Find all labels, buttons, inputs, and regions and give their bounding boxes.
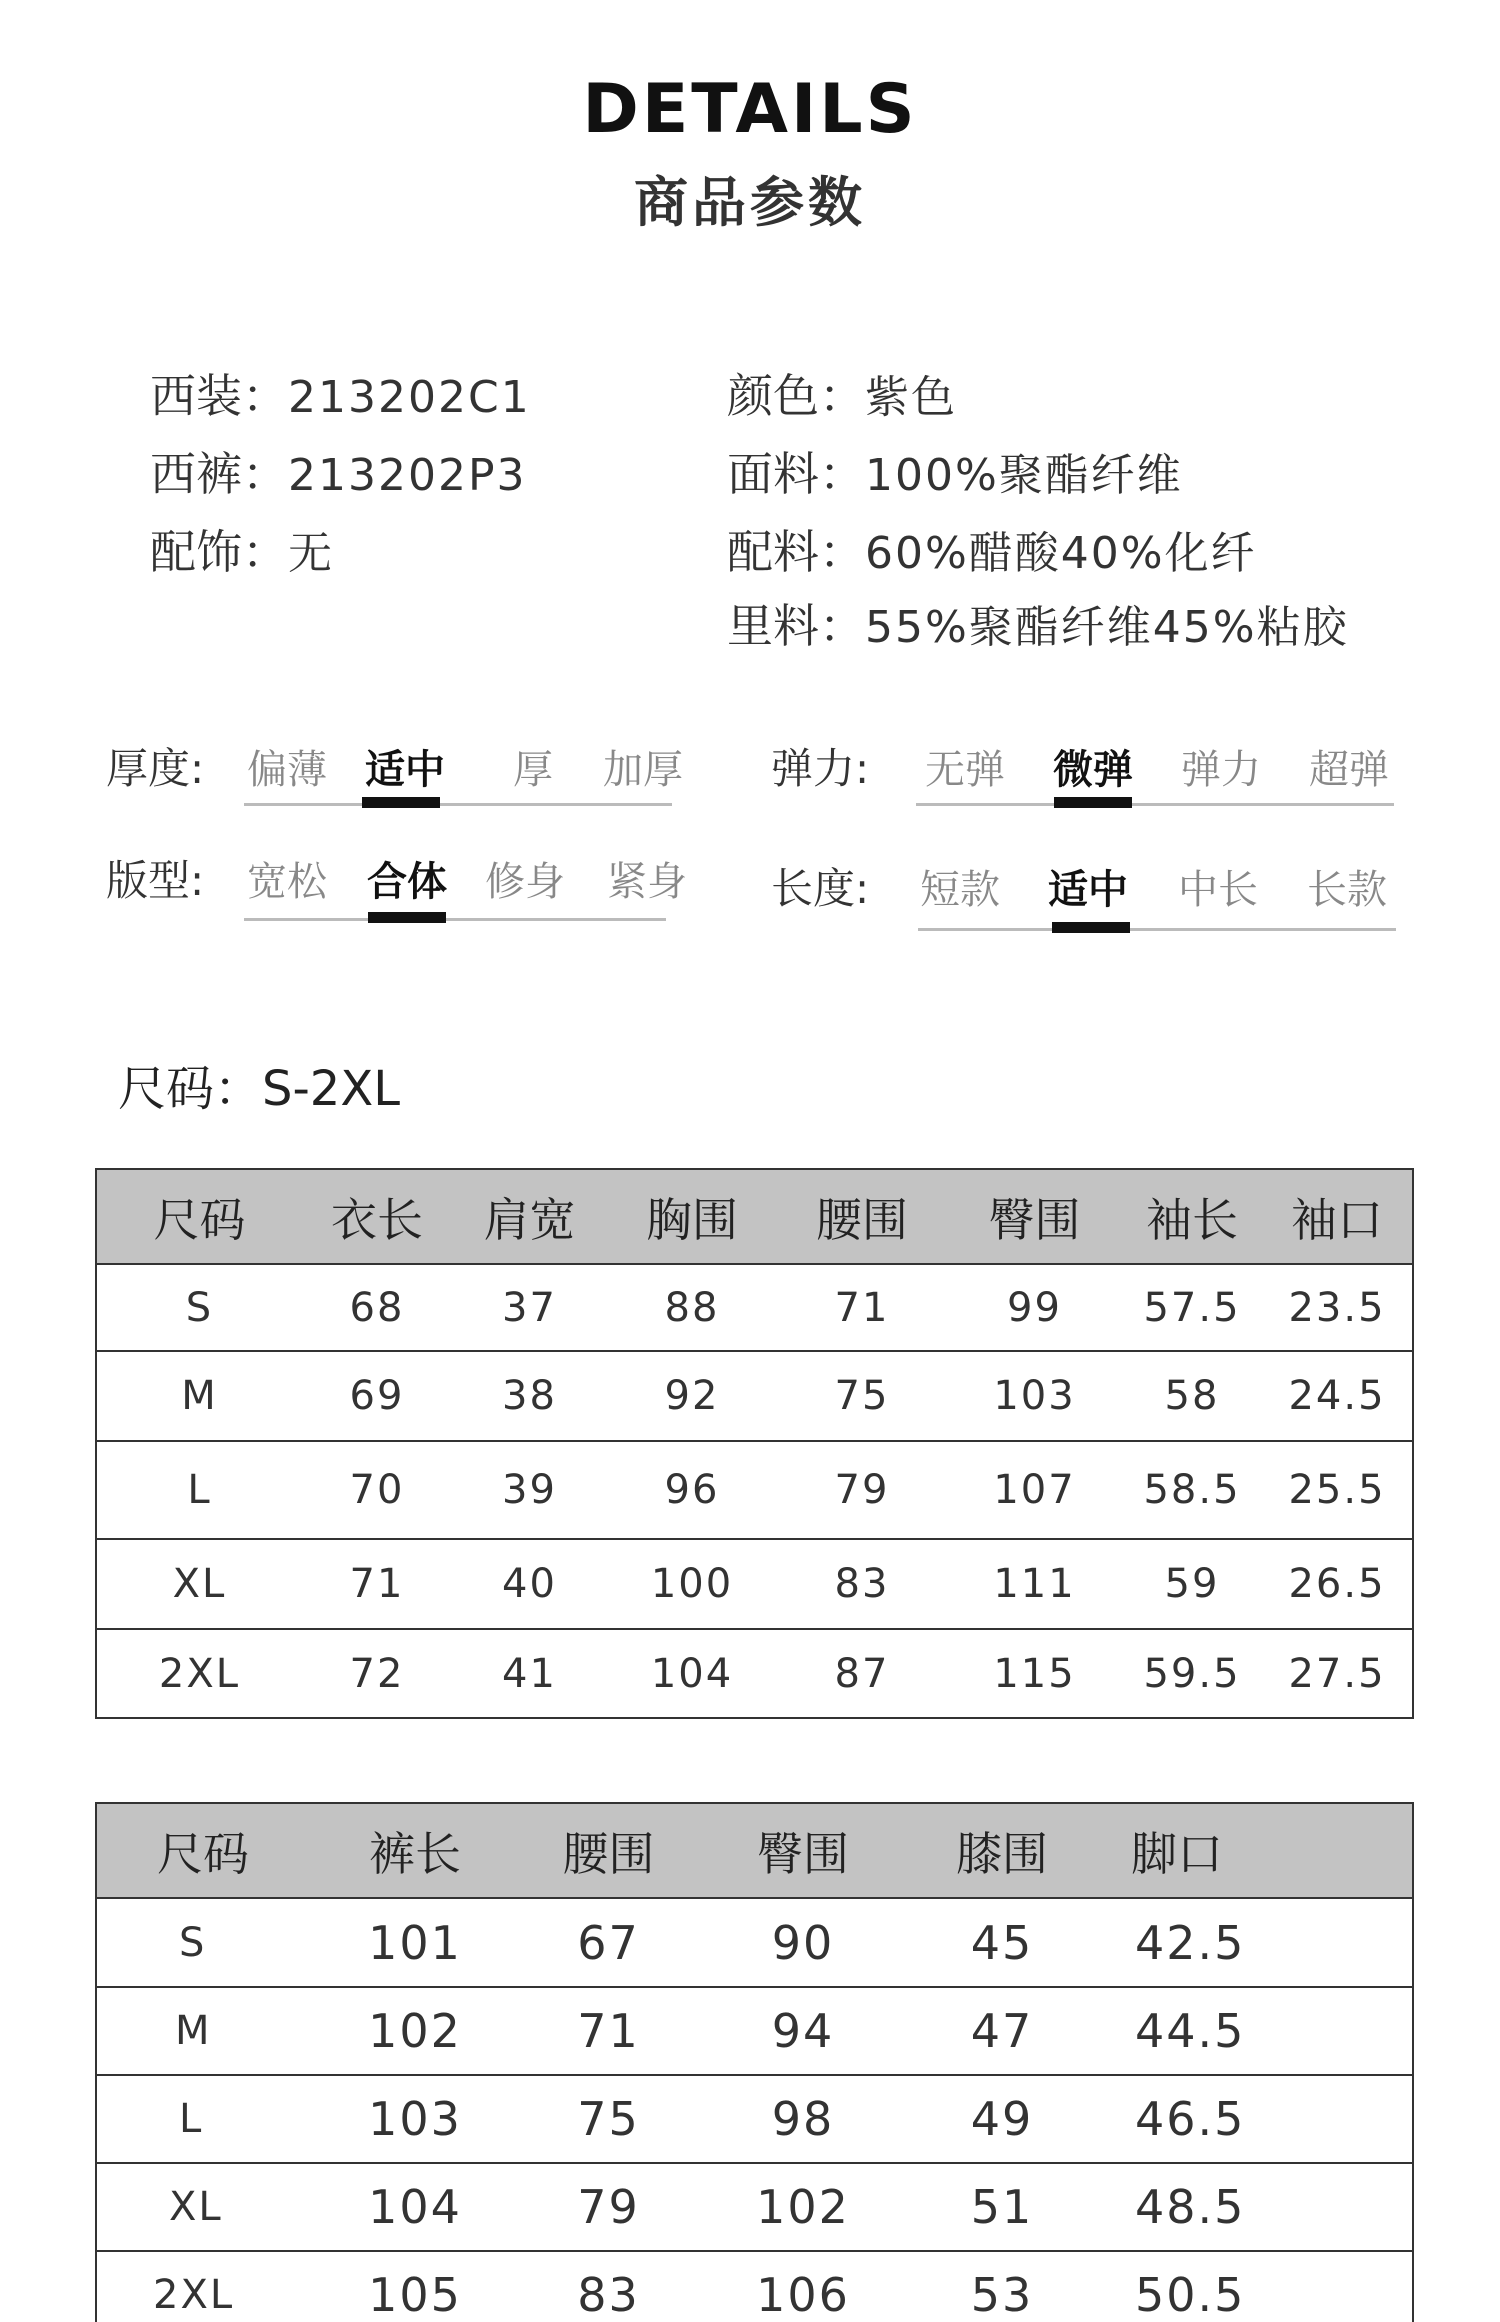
table-row [96, 1441, 1413, 1539]
table-cell: 104 [318, 2163, 512, 2251]
table-cell: 69 [302, 1351, 452, 1441]
table-cell: 50.5 [1103, 2251, 1413, 2322]
column-header: 肩宽 [452, 1169, 607, 1264]
table-row [96, 2075, 1413, 2163]
table-cell: 96 [607, 1441, 777, 1539]
table-cell: 87 [777, 1629, 947, 1718]
table-cell: 47 [901, 1987, 1103, 2075]
length-option-selected: 适中 [1048, 867, 1128, 913]
table-cell: 102 [705, 2163, 901, 2251]
table-row [96, 1898, 1413, 1987]
table-cell: M [96, 1987, 318, 2075]
spec-suit [150, 360, 531, 426]
fit-option: 紧身 [607, 859, 687, 905]
table-cell: 71 [512, 1987, 705, 2075]
spec-value: 紫色 [865, 372, 957, 423]
table-cell: 99 [947, 1264, 1122, 1351]
table-cell: 25.5 [1262, 1441, 1413, 1539]
table-cell: 111 [947, 1539, 1122, 1629]
length-option: 长款 [1307, 867, 1387, 913]
length-option: 中长 [1178, 867, 1258, 913]
table-cell: 45 [901, 1898, 1103, 1987]
table-cell: 53 [901, 2251, 1103, 2322]
column-header: 尺码 [96, 1803, 318, 1898]
table-cell: 41 [452, 1629, 607, 1718]
column-header: 裤长 [318, 1803, 512, 1898]
page-subtitle: 商品参数 [634, 171, 866, 234]
table-cell: 72 [302, 1629, 452, 1718]
thickness-label: 厚度: [106, 744, 205, 793]
column-header: 脚口 [1103, 1803, 1413, 1898]
table-cell: 92 [607, 1351, 777, 1441]
table-row [96, 2163, 1413, 2251]
thickness-option: 厚 [513, 747, 553, 793]
fit-option: 修身 [485, 859, 565, 905]
table-cell: 59.5 [1122, 1629, 1262, 1718]
table-cell: 90 [705, 1898, 901, 1987]
thickness-option: 偏薄 [247, 747, 327, 793]
fit-selected-marker [368, 912, 446, 923]
size-range: 尺码：S-2XL [118, 1061, 400, 1117]
fit-option-selected: 合体 [367, 859, 447, 905]
table-cell: 58 [1122, 1351, 1262, 1441]
table-cell: 83 [512, 2251, 705, 2322]
spec-key: 西装： [150, 369, 288, 423]
column-header: 袖长 [1122, 1169, 1262, 1264]
column-header: 腰围 [512, 1803, 705, 1898]
column-header: 腰围 [777, 1169, 947, 1264]
table-cell: 83 [777, 1539, 947, 1629]
spec-color [727, 360, 957, 426]
spec-lining [727, 590, 1349, 656]
table-cell: 59 [1122, 1539, 1262, 1629]
table-cell: 58.5 [1122, 1441, 1262, 1539]
column-header: 袖口 [1262, 1169, 1413, 1264]
column-header: 臀围 [947, 1169, 1122, 1264]
table-cell: 57.5 [1122, 1264, 1262, 1351]
column-header: 膝围 [901, 1803, 1103, 1898]
table-cell: 68 [302, 1264, 452, 1351]
elasticity-scale-line [916, 803, 1394, 806]
spec-key: 配料： [727, 525, 865, 579]
table-cell: XL [96, 1539, 302, 1629]
spec-pants [150, 438, 527, 504]
table-cell: 75 [512, 2075, 705, 2163]
table-cell: 88 [607, 1264, 777, 1351]
table-cell: 67 [512, 1898, 705, 1987]
table-cell: 2XL [96, 2251, 318, 2322]
spec-accessories [150, 516, 334, 582]
table-row [96, 1629, 1413, 1718]
thickness-scale-line [244, 803, 672, 806]
table-cell: 44.5 [1103, 1987, 1413, 2075]
table-cell: 27.5 [1262, 1629, 1413, 1718]
spec-value: 213202P3 [288, 450, 527, 501]
column-header: 胸围 [607, 1169, 777, 1264]
table-row [96, 1351, 1413, 1441]
table-row [96, 1539, 1413, 1629]
length-option: 短款 [920, 867, 1000, 913]
table-cell: 98 [705, 2075, 901, 2163]
fit-option: 宽松 [247, 859, 327, 905]
table-cell: 94 [705, 1987, 901, 2075]
table-cell: 2XL [96, 1629, 302, 1718]
spec-value: 213202C1 [288, 372, 531, 423]
elasticity-option-selected: 微弹 [1053, 747, 1133, 793]
table-header-row [96, 1803, 1413, 1898]
elasticity-selected-marker [1054, 797, 1132, 808]
table-cell: 42.5 [1103, 1898, 1413, 1987]
elasticity-option: 超弹 [1309, 747, 1389, 793]
table-header-row [96, 1169, 1413, 1264]
jacket-size-table [95, 1168, 1414, 1719]
thickness-option: 加厚 [603, 747, 683, 793]
table-cell: 24.5 [1262, 1351, 1413, 1441]
spec-key: 里料： [727, 599, 865, 653]
table-cell: S [96, 1264, 302, 1351]
table-cell: 102 [318, 1987, 512, 2075]
spec-key: 面料： [727, 447, 865, 501]
table-cell: 105 [318, 2251, 512, 2322]
table-cell: 26.5 [1262, 1539, 1413, 1629]
table-cell: 79 [512, 2163, 705, 2251]
spec-key: 西裤： [150, 447, 288, 501]
spec-value: 60%醋酸40%化纤 [865, 528, 1257, 579]
table-cell: 37 [452, 1264, 607, 1351]
table-cell: 46.5 [1103, 2075, 1413, 2163]
table-cell: 104 [607, 1629, 777, 1718]
table-cell: 103 [318, 2075, 512, 2163]
fit-label: 版型: [106, 856, 205, 905]
table-cell: 23.5 [1262, 1264, 1413, 1351]
thickness-selected-marker [362, 797, 440, 808]
table-cell: 40 [452, 1539, 607, 1629]
spec-accessory-material [727, 516, 1257, 582]
table-cell: 70 [302, 1441, 452, 1539]
table-row [96, 2251, 1413, 2322]
table-cell: 101 [318, 1898, 512, 1987]
fit-scale-line [244, 918, 666, 921]
table-cell: 79 [777, 1441, 947, 1539]
spec-value: 无 [288, 528, 334, 579]
length-selected-marker [1052, 922, 1130, 933]
table-cell: 100 [607, 1539, 777, 1629]
table-cell: 48.5 [1103, 2163, 1413, 2251]
table-cell: M [96, 1351, 302, 1441]
table-cell: 38 [452, 1351, 607, 1441]
table-cell: 71 [777, 1264, 947, 1351]
spec-key: 配饰： [150, 525, 288, 579]
table-cell: 106 [705, 2251, 901, 2322]
page-title: DETAILS [582, 70, 918, 149]
spec-key: 颜色： [727, 369, 865, 423]
spec-fabric [727, 438, 1183, 504]
elasticity-option: 无弹 [925, 747, 1005, 793]
column-header: 衣长 [302, 1169, 452, 1264]
table-cell: S [96, 1898, 318, 1987]
length-label: 长度: [771, 864, 870, 913]
thickness-option-selected: 适中 [365, 747, 445, 793]
table-cell: L [96, 2075, 318, 2163]
table-cell: 51 [901, 2163, 1103, 2251]
column-header: 臀围 [705, 1803, 901, 1898]
table-cell: L [96, 1441, 302, 1539]
table-row [96, 1264, 1413, 1351]
table-cell: 49 [901, 2075, 1103, 2163]
table-cell: XL [96, 2163, 318, 2251]
table-cell: 39 [452, 1441, 607, 1539]
pants-size-table [95, 1802, 1414, 2322]
elasticity-label: 弹力: [771, 744, 870, 793]
table-cell: 107 [947, 1441, 1122, 1539]
spec-value: 55%聚酯纤维45%粘胶 [865, 602, 1349, 653]
spec-value: 100%聚酯纤维 [865, 450, 1183, 501]
column-header: 尺码 [96, 1169, 302, 1264]
length-scale-line [918, 928, 1396, 931]
table-cell: 103 [947, 1351, 1122, 1441]
table-cell: 115 [947, 1629, 1122, 1718]
elasticity-option: 弹力 [1181, 747, 1261, 793]
table-row [96, 1987, 1413, 2075]
table-cell: 75 [777, 1351, 947, 1441]
table-cell: 71 [302, 1539, 452, 1629]
